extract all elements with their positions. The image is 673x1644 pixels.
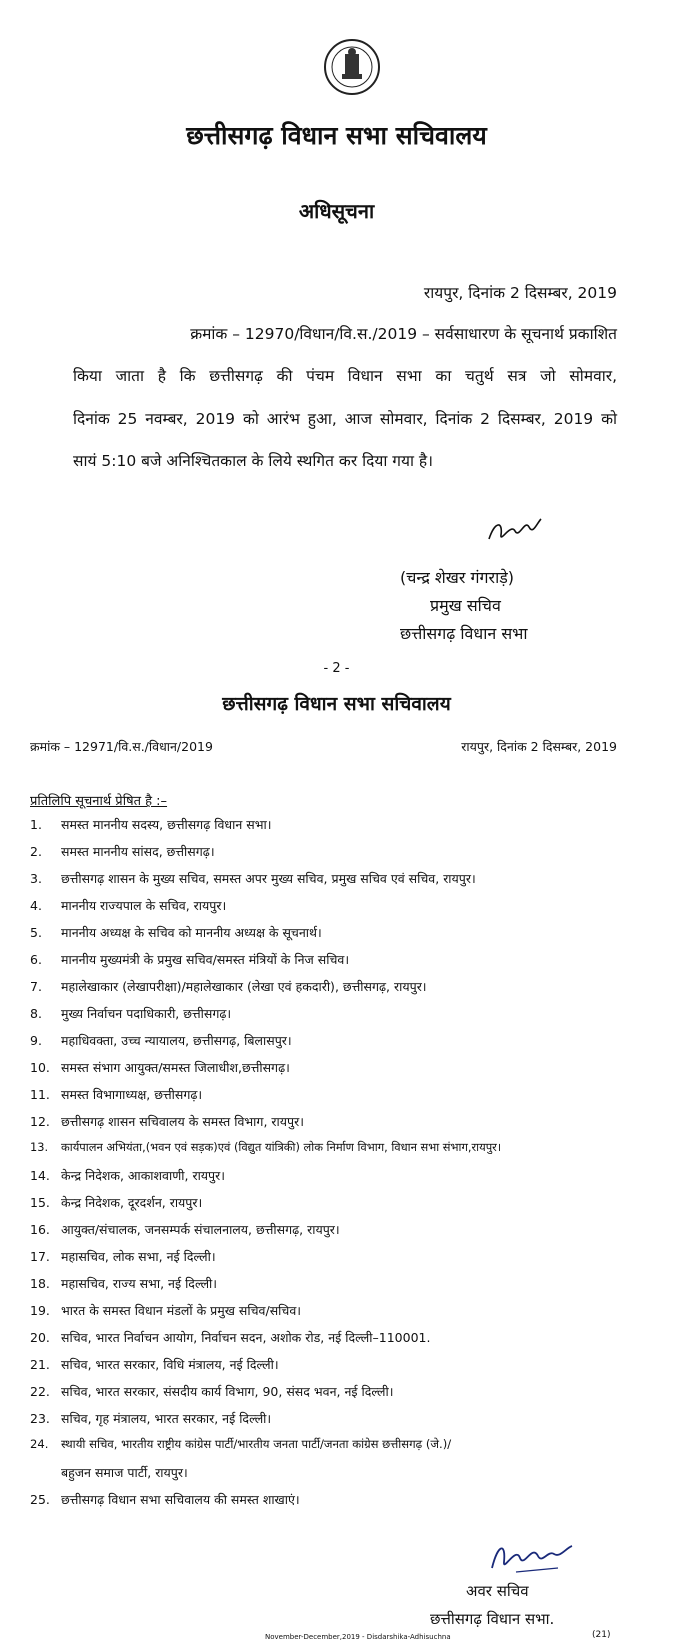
list-item: 20. सचिव, भारत निर्वाचन आयोग, निर्वाचन सदन, अशोक रोड, नई दिल्ली–110001. (30, 1330, 431, 1345)
list-item: 4. माननीय राज्यपाल के सचिव, रायपुर। (30, 898, 227, 913)
list-item: 2. समस्त माननीय सांसद, छत्तीसगढ़। (30, 844, 215, 859)
list-item: 13. कार्यपालन अभियंता,(भवन एवं सड़क)एवं (विद्युत यांत्रिकी) लोक निर्माण विभाग, विधान सभा संभाग,रायपुर। (30, 1140, 502, 1154)
list-item: 3. छत्तीसगढ़ शासन के मुख्य सचिव, समस्त अपर मुख्य सचिव, प्रमुख सचिव एवं सचिव, रायपुर। (30, 871, 476, 886)
list-item: 22. सचिव, भारत सरकार, संसदीय कार्य विभाग, 90, संसद भवन, नई दिल्ली। (30, 1384, 394, 1399)
list-item: 17. महासचिव, लोक सभा, नई दिल्ली। (30, 1249, 216, 1264)
place-date: रायपुर, दिनांक 2 दिसम्बर, 2019 (423, 284, 617, 302)
list-item-continuation: बहुजन समाज पार्टी, रायपुर। (61, 1465, 188, 1480)
list-item: 18. महासचिव, राज्य सभा, नई दिल्ली। (30, 1276, 218, 1291)
notification-title: अधिसूचना (298, 199, 375, 223)
list-item: 5. माननीय अध्यक्ष के सचिव को माननीय अध्यक्ष के सूचनार्थ। (30, 925, 322, 940)
under-secretary-organization: छत्तीसगढ़ विधान सभा. (430, 1610, 555, 1628)
list-item: 25. छत्तीसगढ़ विधान सभा सचिवालय की समस्त शाखाएं। (30, 1492, 300, 1507)
list-item: 12. छत्तीसगढ़ शासन सचिवालय के समस्त विभाग, रायपुर। (30, 1114, 304, 1129)
reference-number: क्रमांक – 12971/वि.स./विधान/2019 (30, 739, 213, 754)
body-line: क्रमांक – 12970/विधान/वि.स./2019 – सर्वसाधारण के सूचनार्थ प्रकाशित (190, 325, 617, 343)
footer-note: November-December,2019 - Disdarshika-Adhisuchna (265, 1633, 451, 1641)
list-item: 8. मुख्य निर्वाचन पदाधिकारी, छत्तीसगढ़। (30, 1006, 232, 1021)
signature-image-2 (486, 1538, 576, 1580)
state-emblem (323, 38, 381, 96)
signatory-designation: प्रमुख सचिव (430, 596, 501, 615)
under-secretary-designation: अवर सचिव (466, 1582, 529, 1600)
signature-image (485, 513, 545, 547)
footer-page-number: (21) (592, 1630, 611, 1640)
list-item: 24. स्थायी सचिव, भारतीय राष्ट्रीय कांग्रेस पार्टी/भारतीय जनता पार्टी/जनता कांग्रेस छत्तीसगढ़ (जे.)/ (30, 1437, 452, 1451)
list-item: 10. समस्त संभाग आयुक्त/समस्त जिलाधीश,छत्तीसगढ़। (30, 1060, 290, 1075)
list-item: 11. समस्त विभागाध्यक्ष, छत्तीसगढ़। (30, 1087, 203, 1102)
page-number: - 2 - (323, 661, 350, 676)
list-item: 21. सचिव, भारत सरकार, विधि मंत्रालय, नई दिल्ली। (30, 1357, 279, 1372)
secretariat-title: छत्तीसगढ़ विधान सभा सचिवालय (186, 121, 487, 150)
body-line: सायं 5:10 बजे अनिश्चितकाल के लिये स्थगित कर दिया गया है। (73, 452, 434, 470)
list-item: 23. सचिव, गृह मंत्रालय, भारत सरकार, नई दिल्ली। (30, 1411, 272, 1426)
place-date-2: रायपुर, दिनांक 2 दिसम्बर, 2019 (461, 739, 617, 754)
list-item: 15. केन्द्र निदेशक, दूरदर्शन, रायपुर। (30, 1195, 203, 1210)
list-item: 7. महालेखाकार (लेखापरीक्षा)/महालेखाकार (लेखा एवं हकदारी), छत्तीसगढ़, रायपुर। (30, 979, 427, 994)
signatory-organization: छत्तीसगढ़ विधान सभा (400, 624, 528, 643)
list-item: 16. आयुक्त/संचालक, जनसम्पर्क संचालनालय, छत्तीसगढ़, रायपुर। (30, 1222, 340, 1237)
list-item: 1. समस्त माननीय सदस्य, छत्तीसगढ़ विधान सभा। (30, 817, 272, 832)
list-item: 14. केन्द्र निदेशक, आकाशवाणी, रायपुर। (30, 1168, 226, 1183)
body-line: किया जाता है कि छत्तीसगढ़ की पंचम विधान सभा का चतुर्थ सत्र जो सोमवार, (73, 367, 617, 385)
list-item: 6. माननीय मुख्यमंत्री के प्रमुख सचिव/समस्त मंत्रियों के निज सचिव। (30, 952, 350, 967)
secretariat-title-2: छत्तीसगढ़ विधान सभा सचिवालय (222, 693, 451, 715)
list-item: 19. भारत के समस्त विधान मंडलों के प्रमुख सचिव/सचिव। (30, 1303, 302, 1318)
copy-heading: प्रतिलिपि सूचनार्थ प्रेषित है :– (30, 794, 168, 809)
body-line: दिनांक 25 नवम्बर, 2019 को आरंभ हुआ, आज सोमवार, दिनांक 2 दिसम्बर, 2019 को (73, 410, 617, 428)
list-item: 9. महाधिवक्ता, उच्च न्यायालय, छत्तीसगढ़, बिलासपुर। (30, 1033, 292, 1048)
signatory-name: (चन्द्र शेखर गंगराड़े) (400, 568, 515, 587)
